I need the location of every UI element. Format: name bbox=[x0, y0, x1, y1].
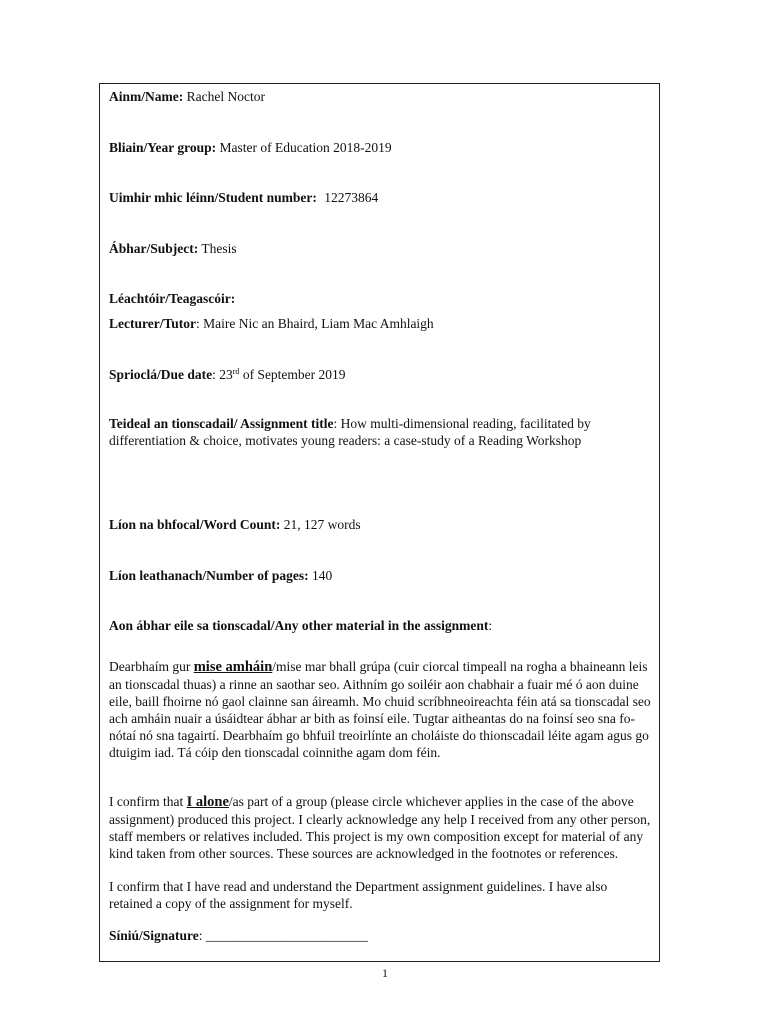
assignment-title-value: : How multi-dimensional reading, facilitated by differentiation & choice, motivates young readers: a case-study of a Reading Workshop bbox=[109, 416, 591, 448]
year-group-field bbox=[109, 139, 392, 156]
english-declaration: I confirm that I alone/as part of a group (please circle whichever applies in the case of the above assignment) produced this project. I clearly acknowledge any help I received from any other person, staff members or relatives included. This project is my own composition except for material of any kind taken from other sources. These sources are acknowledged in the footnotes or references. bbox=[109, 794, 651, 861]
due-date-suffix: rd bbox=[232, 367, 240, 376]
assignment-title-label: Teideal an tionscadail/ Assignment title bbox=[109, 416, 334, 431]
lecturer-irish-field bbox=[109, 290, 235, 307]
name-field bbox=[109, 88, 265, 105]
subject-value: Thesis bbox=[201, 241, 237, 256]
student-number-label: Uimhir mhic léinn/Student number: bbox=[109, 190, 317, 205]
word-count-value: 21, 127 words bbox=[283, 517, 361, 532]
english-declaration-guidelines: I confirm that I have read and understand the Department assignment guidelines. I have also retained a copy of the assignment for myself. bbox=[109, 879, 608, 911]
year-group-label: Bliain/Year group: bbox=[109, 140, 217, 155]
other-material-label: Aon ábhar eile sa tionscadal/Any other material in the assignment bbox=[109, 618, 489, 633]
word-count-label: Líon na bhfocal/Word Count: bbox=[109, 517, 281, 532]
page-number: 1 bbox=[382, 966, 388, 980]
student-number-field bbox=[109, 189, 378, 206]
assignment-title-field bbox=[109, 415, 654, 449]
due-date-field bbox=[109, 366, 346, 383]
lecturer-label: Lecturer/Tutor bbox=[109, 316, 196, 331]
due-date-day: : 23 bbox=[212, 367, 233, 382]
signature-field bbox=[109, 927, 368, 944]
name-value: Rachel Noctor bbox=[186, 89, 265, 104]
irish-declaration: Dearbhaím gur mise amháin/mise mar bhall grúpa (cuir ciorcal timpeall na rogha a bhaineann leis an tionscadal thuas) a rinne an saothar seo. Aithním go soiléir aon chabhair a fuair mé ó aon duine eile, baill fhoirne nó gaol clainne san áireamh. Mo chuid scríbhneoireachta féin atá sa tionscadal seo ach amháin nuair a úsáidtear ábhar ar bith as foinsí eile. Tugtar aitheantas do na foinsí seo sna fo-nótaí nó sna tagairtí. Dearbhaím go bhfuil treoirlínte an choláiste do thionscadail léite agam agus go dtuigim iad. Tá cóip den tionscadal coinnithe agam dom féin. bbox=[109, 659, 651, 760]
signature-label: Síniú/Signature bbox=[109, 928, 199, 943]
pages-field bbox=[109, 567, 332, 584]
subject-field bbox=[109, 240, 237, 257]
other-material-value: : bbox=[488, 618, 493, 633]
due-date-month-year: of September 2019 bbox=[239, 367, 346, 382]
other-material-field bbox=[109, 617, 492, 634]
irish-declaration-emphasis: mise amháin bbox=[193, 659, 273, 675]
student-number-value: 12273864 bbox=[324, 190, 379, 205]
pages-label: Líon leathanach/Number of pages: bbox=[109, 568, 309, 583]
english-declaration-emphasis: I alone bbox=[186, 794, 229, 810]
subject-label: Ábhar/Subject: bbox=[109, 241, 199, 256]
name-label: Ainm/Name: bbox=[109, 89, 184, 104]
lecturer-irish-label: Léachtóir/Teagascóir: bbox=[109, 291, 236, 306]
word-count-field bbox=[109, 516, 361, 533]
year-group-value: Master of Education 2018-2019 bbox=[219, 140, 392, 155]
lecturer-field bbox=[109, 315, 434, 332]
due-date-label: Sprioclá/Due date bbox=[109, 367, 213, 382]
lecturer-value: : Maire Nic an Bhaird, Liam Mac Amhlaigh bbox=[196, 316, 434, 331]
signature-line: : ________________________ bbox=[198, 928, 368, 943]
pages-value: 140 bbox=[312, 568, 333, 583]
